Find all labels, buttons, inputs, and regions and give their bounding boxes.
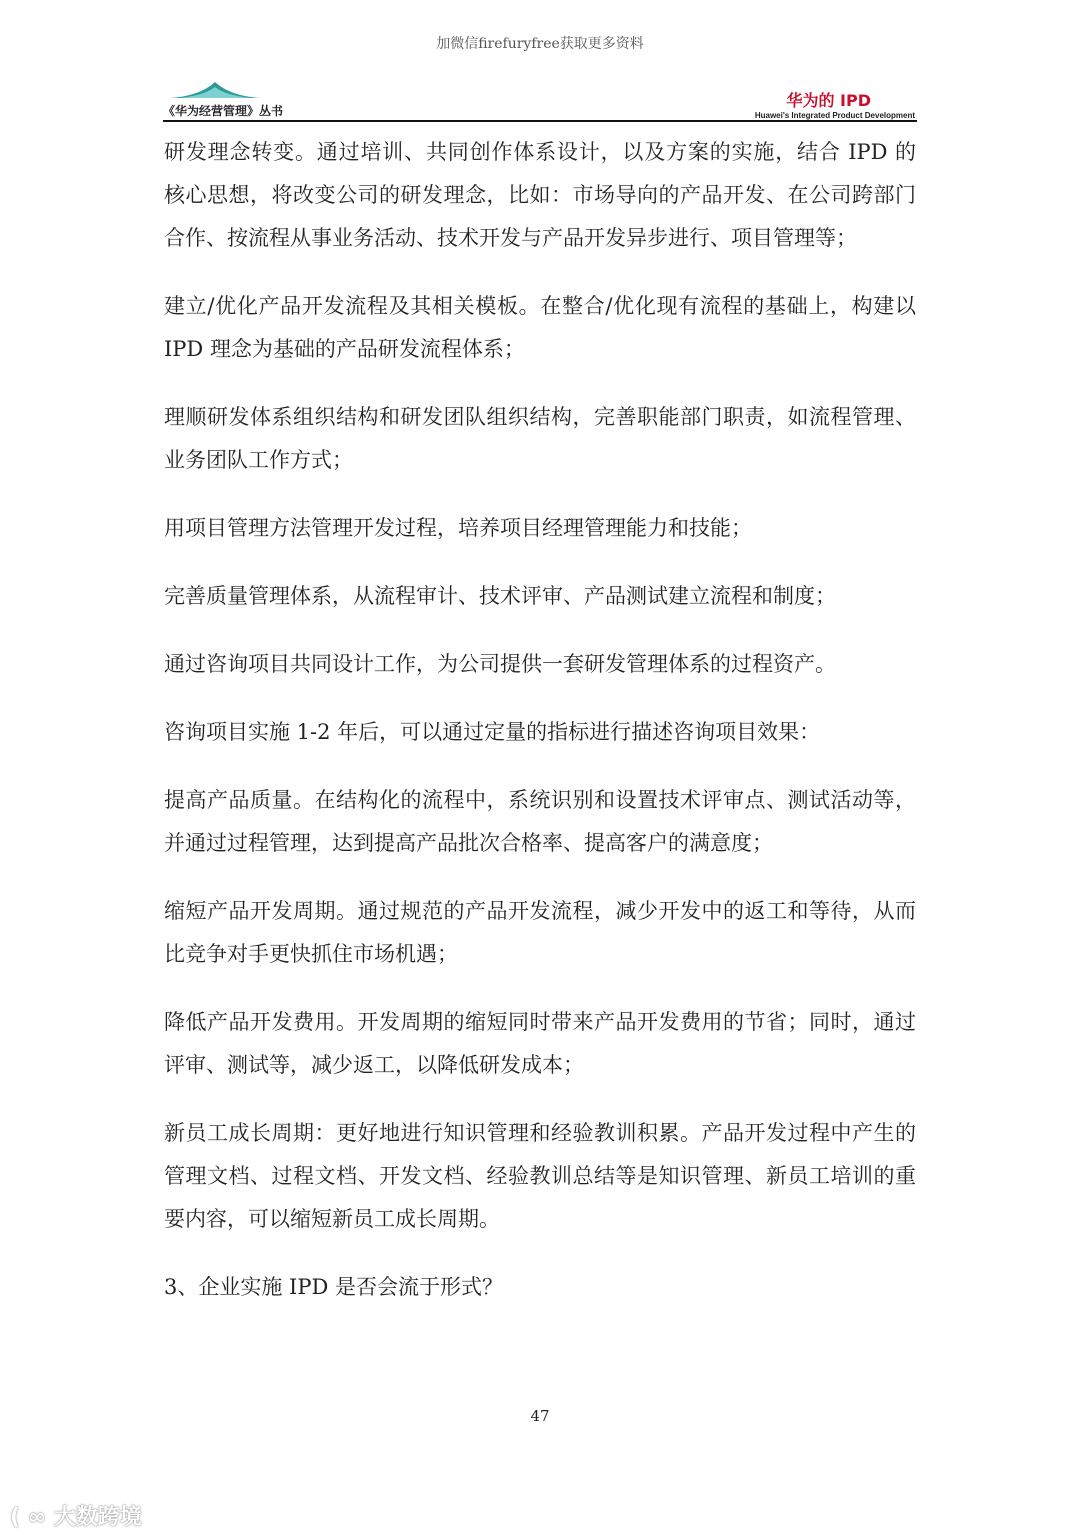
- paragraph-line: 合作、按流程从事业务活动、技术开发与产品开发异步进行、项目管理等；: [164, 226, 857, 250]
- watermark-logo-icon: ( ∞: [10, 1505, 54, 1530]
- paragraph-line: 3、企业实施 IPD 是否会流于形式？: [164, 1275, 503, 1299]
- paragraph-line: 并通过过程管理，达到提高产品批次合格率、提高客户的满意度；: [164, 831, 773, 855]
- brand-block: [755, 88, 915, 120]
- paragraph-line: 比竞争对手更快抓住市场机遇；: [164, 942, 458, 966]
- paragraph-line: 建立/优化产品开发流程及其相关模板。在整合/优化现有流程的基础上，构建以: [164, 294, 916, 318]
- paragraph-line: 核心思想，将改变公司的研发理念，比如：市场导向的产品开发、在公司跨部门: [164, 183, 916, 207]
- watermark-text: 大数跨境: [53, 1505, 142, 1530]
- header-rule: [163, 120, 917, 122]
- brand-subtitle: Huawei's Integrated Product Development: [754, 111, 915, 120]
- paragraph-line: 提高产品质量。在结构化的流程中，系统识别和设置技术评审点、测试活动等，: [164, 788, 916, 812]
- paragraph-line: 业务团队工作方式；: [164, 448, 353, 472]
- page-number: 47: [530, 1407, 550, 1425]
- bottom-watermark: [10, 1500, 142, 1531]
- paragraph-line: 降低产品开发费用。开发周期的缩短同时带来产品开发费用的节省；同时，通过: [164, 1010, 916, 1034]
- paragraph-line: 要内容，可以缩短新员工成长周期。: [164, 1207, 500, 1231]
- paragraph-line: 用项目管理方法管理开发过程，培养项目经理管理能力和技能；: [164, 516, 752, 540]
- mountain-logo-icon: [170, 80, 260, 100]
- paragraph-line: 理顺研发体系组织结构和研发团队组织结构，完善职能部门职责，如流程管理、: [164, 405, 916, 429]
- paragraph-line: 评审、测试等，减少返工，以降低研发成本；: [164, 1053, 584, 1077]
- paragraph-line: 缩短产品开发周期。通过规范的产品开发流程，减少开发中的返工和等待，从而: [164, 899, 916, 923]
- paragraph-line: 新员工成长周期：更好地进行知识管理和经验教训积累。产品开发过程中产生的: [164, 1121, 916, 1145]
- paragraph-line: 咨询项目实施 1-2 年后，可以通过定量的指标进行描述咨询项目效果：: [164, 720, 821, 744]
- paragraph-line: 管理文档、过程文档、开发文档、经验教训总结等是知识管理、新员工培训的重: [164, 1164, 916, 1188]
- series-title: 《华为经营管理》丛书: [163, 104, 284, 118]
- paragraph-line: 通过咨询项目共同设计工作，为公司提供一套研发管理体系的过程资产。: [164, 652, 836, 676]
- top-watermark: 加微信firefuryfree获取更多资料: [436, 36, 644, 52]
- paragraph-line: 研发理念转变。通过培训、共同创作体系设计，以及方案的实施，结合 IPD 的: [164, 140, 916, 164]
- paragraph-line: IPD 理念为基础的产品研发流程体系；: [164, 337, 525, 361]
- brand-title: 华为的 IPD: [786, 91, 871, 110]
- paragraph-line: 完善质量管理体系，从流程审计、技术评审、产品测试建立流程和制度；: [164, 584, 836, 608]
